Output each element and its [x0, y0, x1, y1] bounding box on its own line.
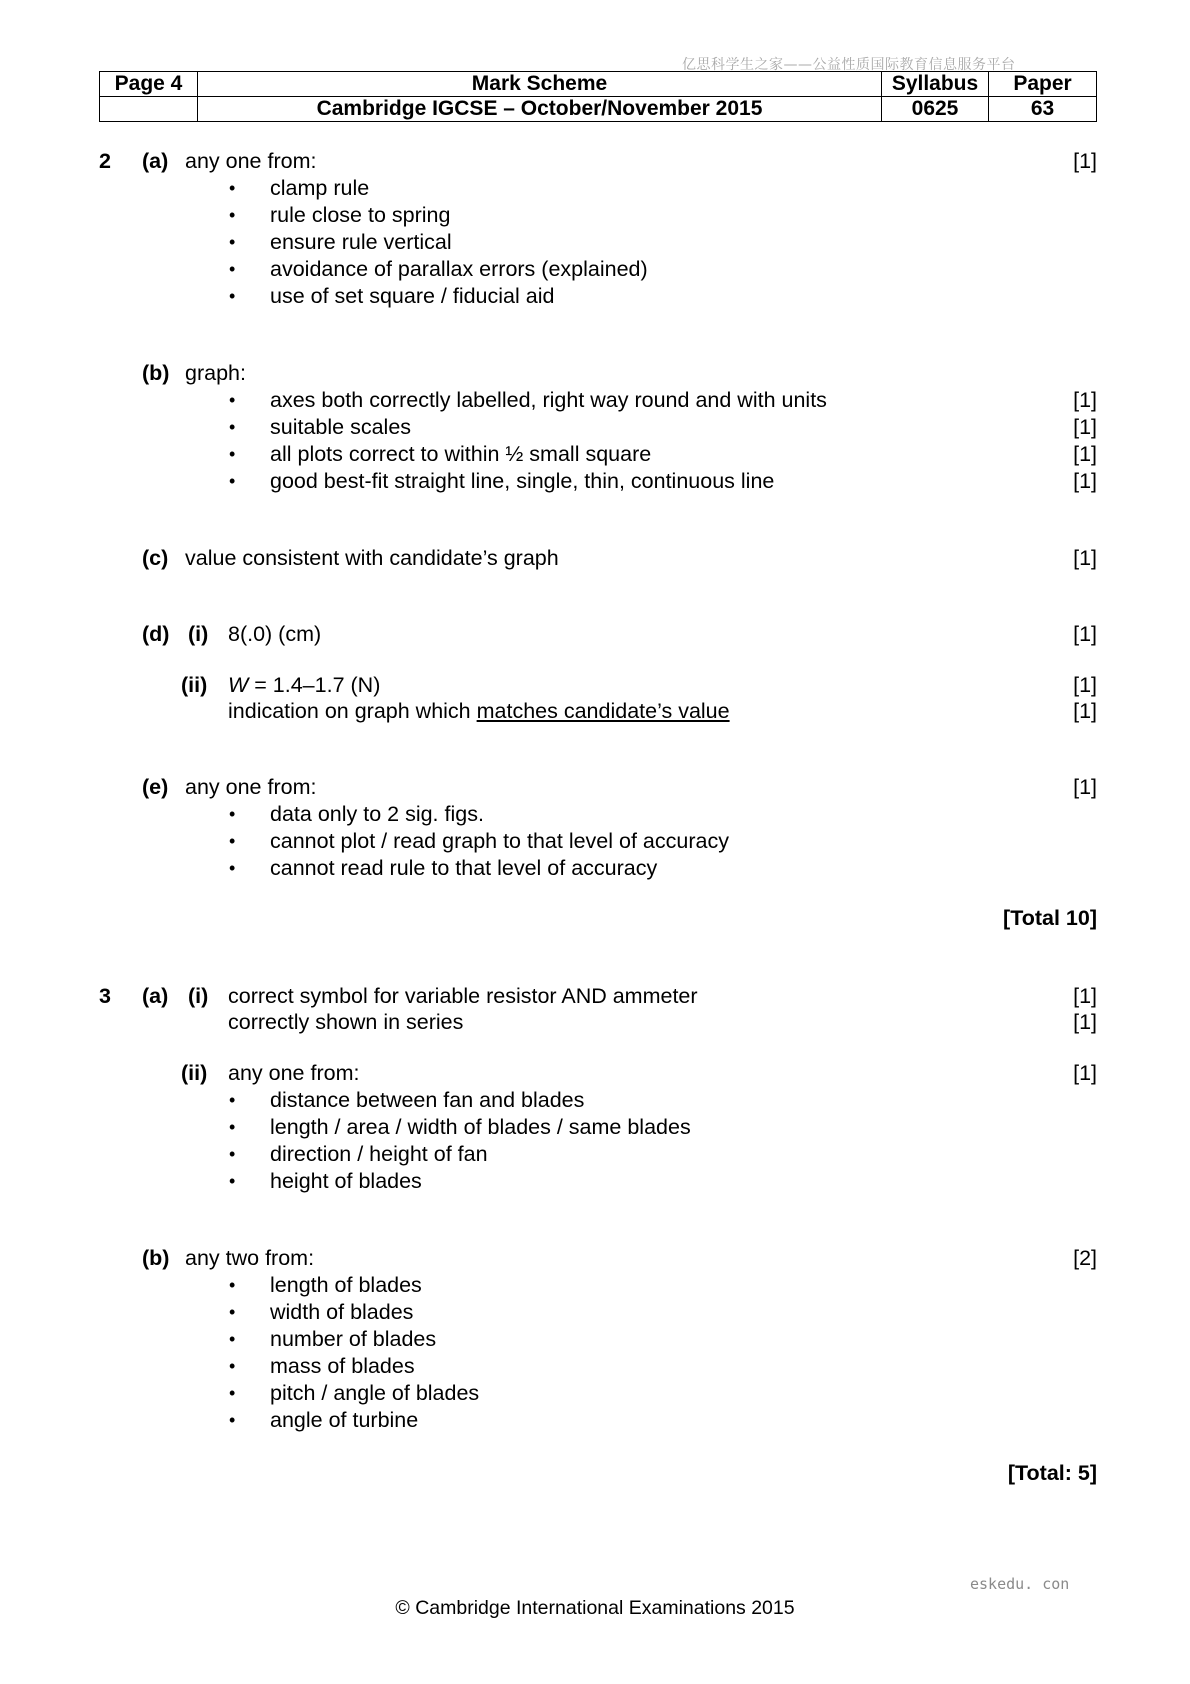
- header-title: Mark Scheme: [198, 72, 882, 97]
- header-table: [99, 71, 1097, 122]
- mark: [1]: [1073, 775, 1097, 799]
- footer-copyright: © Cambridge International Examinations 2015: [395, 1597, 795, 1619]
- mark: [1]: [1073, 1010, 1097, 1034]
- list-item: pitch / angle of blades: [270, 1381, 480, 1405]
- paper-label: Paper: [989, 72, 1097, 97]
- part-label: (e): [142, 775, 169, 799]
- mark: [1]: [1073, 673, 1097, 697]
- bullet-icon: •: [229, 444, 236, 464]
- subpart-text: 8(.0) (cm): [228, 622, 322, 646]
- bullet-icon: •: [229, 205, 236, 225]
- question-total: [Total 10]: [1003, 906, 1097, 930]
- list-item: number of blades: [270, 1327, 437, 1351]
- bullet-icon: •: [229, 286, 236, 306]
- list-item: good best-fit straight line, single, thin, continuous line: [270, 469, 775, 493]
- list-item: avoidance of parallax errors (explained): [270, 257, 648, 281]
- part-label: (a): [142, 984, 169, 1008]
- subpart-label: (ii): [181, 1061, 208, 1085]
- bullet-icon: •: [229, 1383, 236, 1403]
- bullet-icon: •: [229, 804, 236, 824]
- list-item: distance between fan and blades: [270, 1088, 585, 1112]
- list-item: use of set square / fiducial aid: [270, 284, 555, 308]
- list-item: length of blades: [270, 1273, 422, 1297]
- list-item: axes both correctly labelled, right way round and with units: [270, 388, 827, 412]
- part-label: (a): [142, 149, 169, 173]
- subpart-text: [228, 672, 380, 698]
- bullet-icon: •: [229, 1117, 236, 1137]
- bullet-icon: •: [229, 858, 236, 878]
- list-item: ensure rule vertical: [270, 230, 452, 254]
- bullet-icon: •: [229, 1144, 236, 1164]
- bullet-icon: •: [229, 1410, 236, 1430]
- subpart-label: (i): [188, 622, 209, 646]
- question-number: 3: [99, 984, 111, 1008]
- bullet-icon: •: [229, 1171, 236, 1191]
- header-empty-cell: [100, 97, 198, 122]
- part-text: value consistent with candidate’s graph: [185, 546, 559, 570]
- subpart-text: correct symbol for variable resistor AND ammeter: [228, 984, 698, 1008]
- list-item: all plots correct to within ½ small square: [270, 442, 652, 466]
- subpart-label: (ii): [181, 673, 208, 697]
- list-item: suitable scales: [270, 415, 412, 439]
- mark: [1]: [1073, 149, 1097, 173]
- list-item: clamp rule: [270, 176, 370, 200]
- subpart-text: any one from:: [228, 1061, 360, 1085]
- bullet-icon: •: [229, 259, 236, 279]
- mark: [1]: [1073, 469, 1097, 493]
- bullet-icon: •: [229, 1302, 236, 1322]
- question-total: [Total: 5]: [1007, 1461, 1097, 1485]
- subpart-label: (i): [188, 984, 209, 1008]
- mark: [2]: [1073, 1246, 1097, 1270]
- mark: [1]: [1073, 442, 1097, 466]
- list-item: length / area / width of blades / same blades: [270, 1115, 691, 1139]
- bullet-icon: •: [229, 831, 236, 851]
- paper-number: 63: [989, 97, 1097, 122]
- watermark-bottom: eskedu. con: [970, 1575, 1070, 1593]
- list-item: angle of turbine: [270, 1408, 419, 1432]
- subpart-text: correctly shown in series: [228, 1010, 464, 1034]
- list-item: mass of blades: [270, 1354, 415, 1378]
- list-item: height of blades: [270, 1169, 422, 1193]
- part-label: (d): [142, 622, 170, 646]
- subpart-text: [228, 698, 730, 724]
- part-text: any one from:: [185, 149, 317, 173]
- bullet-icon: •: [229, 1329, 236, 1349]
- part-text: graph:: [185, 361, 246, 385]
- part-label: (c): [142, 546, 169, 570]
- mark: [1]: [1073, 984, 1097, 1008]
- mark: [1]: [1073, 622, 1097, 646]
- list-item: cannot read rule to that level of accuracy: [270, 856, 658, 880]
- mark: [1]: [1073, 699, 1097, 723]
- text-plain: indication on graph which: [228, 699, 477, 723]
- list-item: direction / height of fan: [270, 1142, 488, 1166]
- list-item: width of blades: [270, 1300, 414, 1324]
- mark: [1]: [1073, 388, 1097, 412]
- variable-w: W: [228, 673, 249, 697]
- header-subtitle: Cambridge IGCSE – October/November 2015: [198, 97, 882, 122]
- page-number: Page 4: [100, 72, 198, 97]
- bullet-icon: •: [229, 390, 236, 410]
- watermark-top: 亿思科学生之家——公益性质国际教育信息服务平台: [682, 57, 1016, 73]
- list-item: cannot plot / read graph to that level of accuracy: [270, 829, 729, 853]
- bullet-icon: •: [229, 232, 236, 252]
- bullet-icon: •: [229, 471, 236, 491]
- part-label: (b): [142, 361, 170, 385]
- range-text: = 1.4–1.7 (N): [248, 673, 381, 697]
- list-item: data only to 2 sig. figs.: [270, 802, 484, 826]
- part-text: any one from:: [185, 775, 317, 799]
- bullet-icon: •: [229, 178, 236, 198]
- question-number: 2: [99, 149, 111, 173]
- mark: [1]: [1073, 415, 1097, 439]
- part-text: any two from:: [185, 1246, 315, 1270]
- part-label: (b): [142, 1246, 170, 1270]
- text-underlined: matches candidate’s value: [476, 699, 730, 723]
- bullet-icon: •: [229, 1275, 236, 1295]
- mark: [1]: [1073, 1061, 1097, 1085]
- bullet-icon: •: [229, 1090, 236, 1110]
- syllabus-code: 0625: [882, 97, 989, 122]
- syllabus-label: Syllabus: [882, 72, 989, 97]
- list-item: rule close to spring: [270, 203, 451, 227]
- mark: [1]: [1073, 546, 1097, 570]
- bullet-icon: •: [229, 417, 236, 437]
- bullet-icon: •: [229, 1356, 236, 1376]
